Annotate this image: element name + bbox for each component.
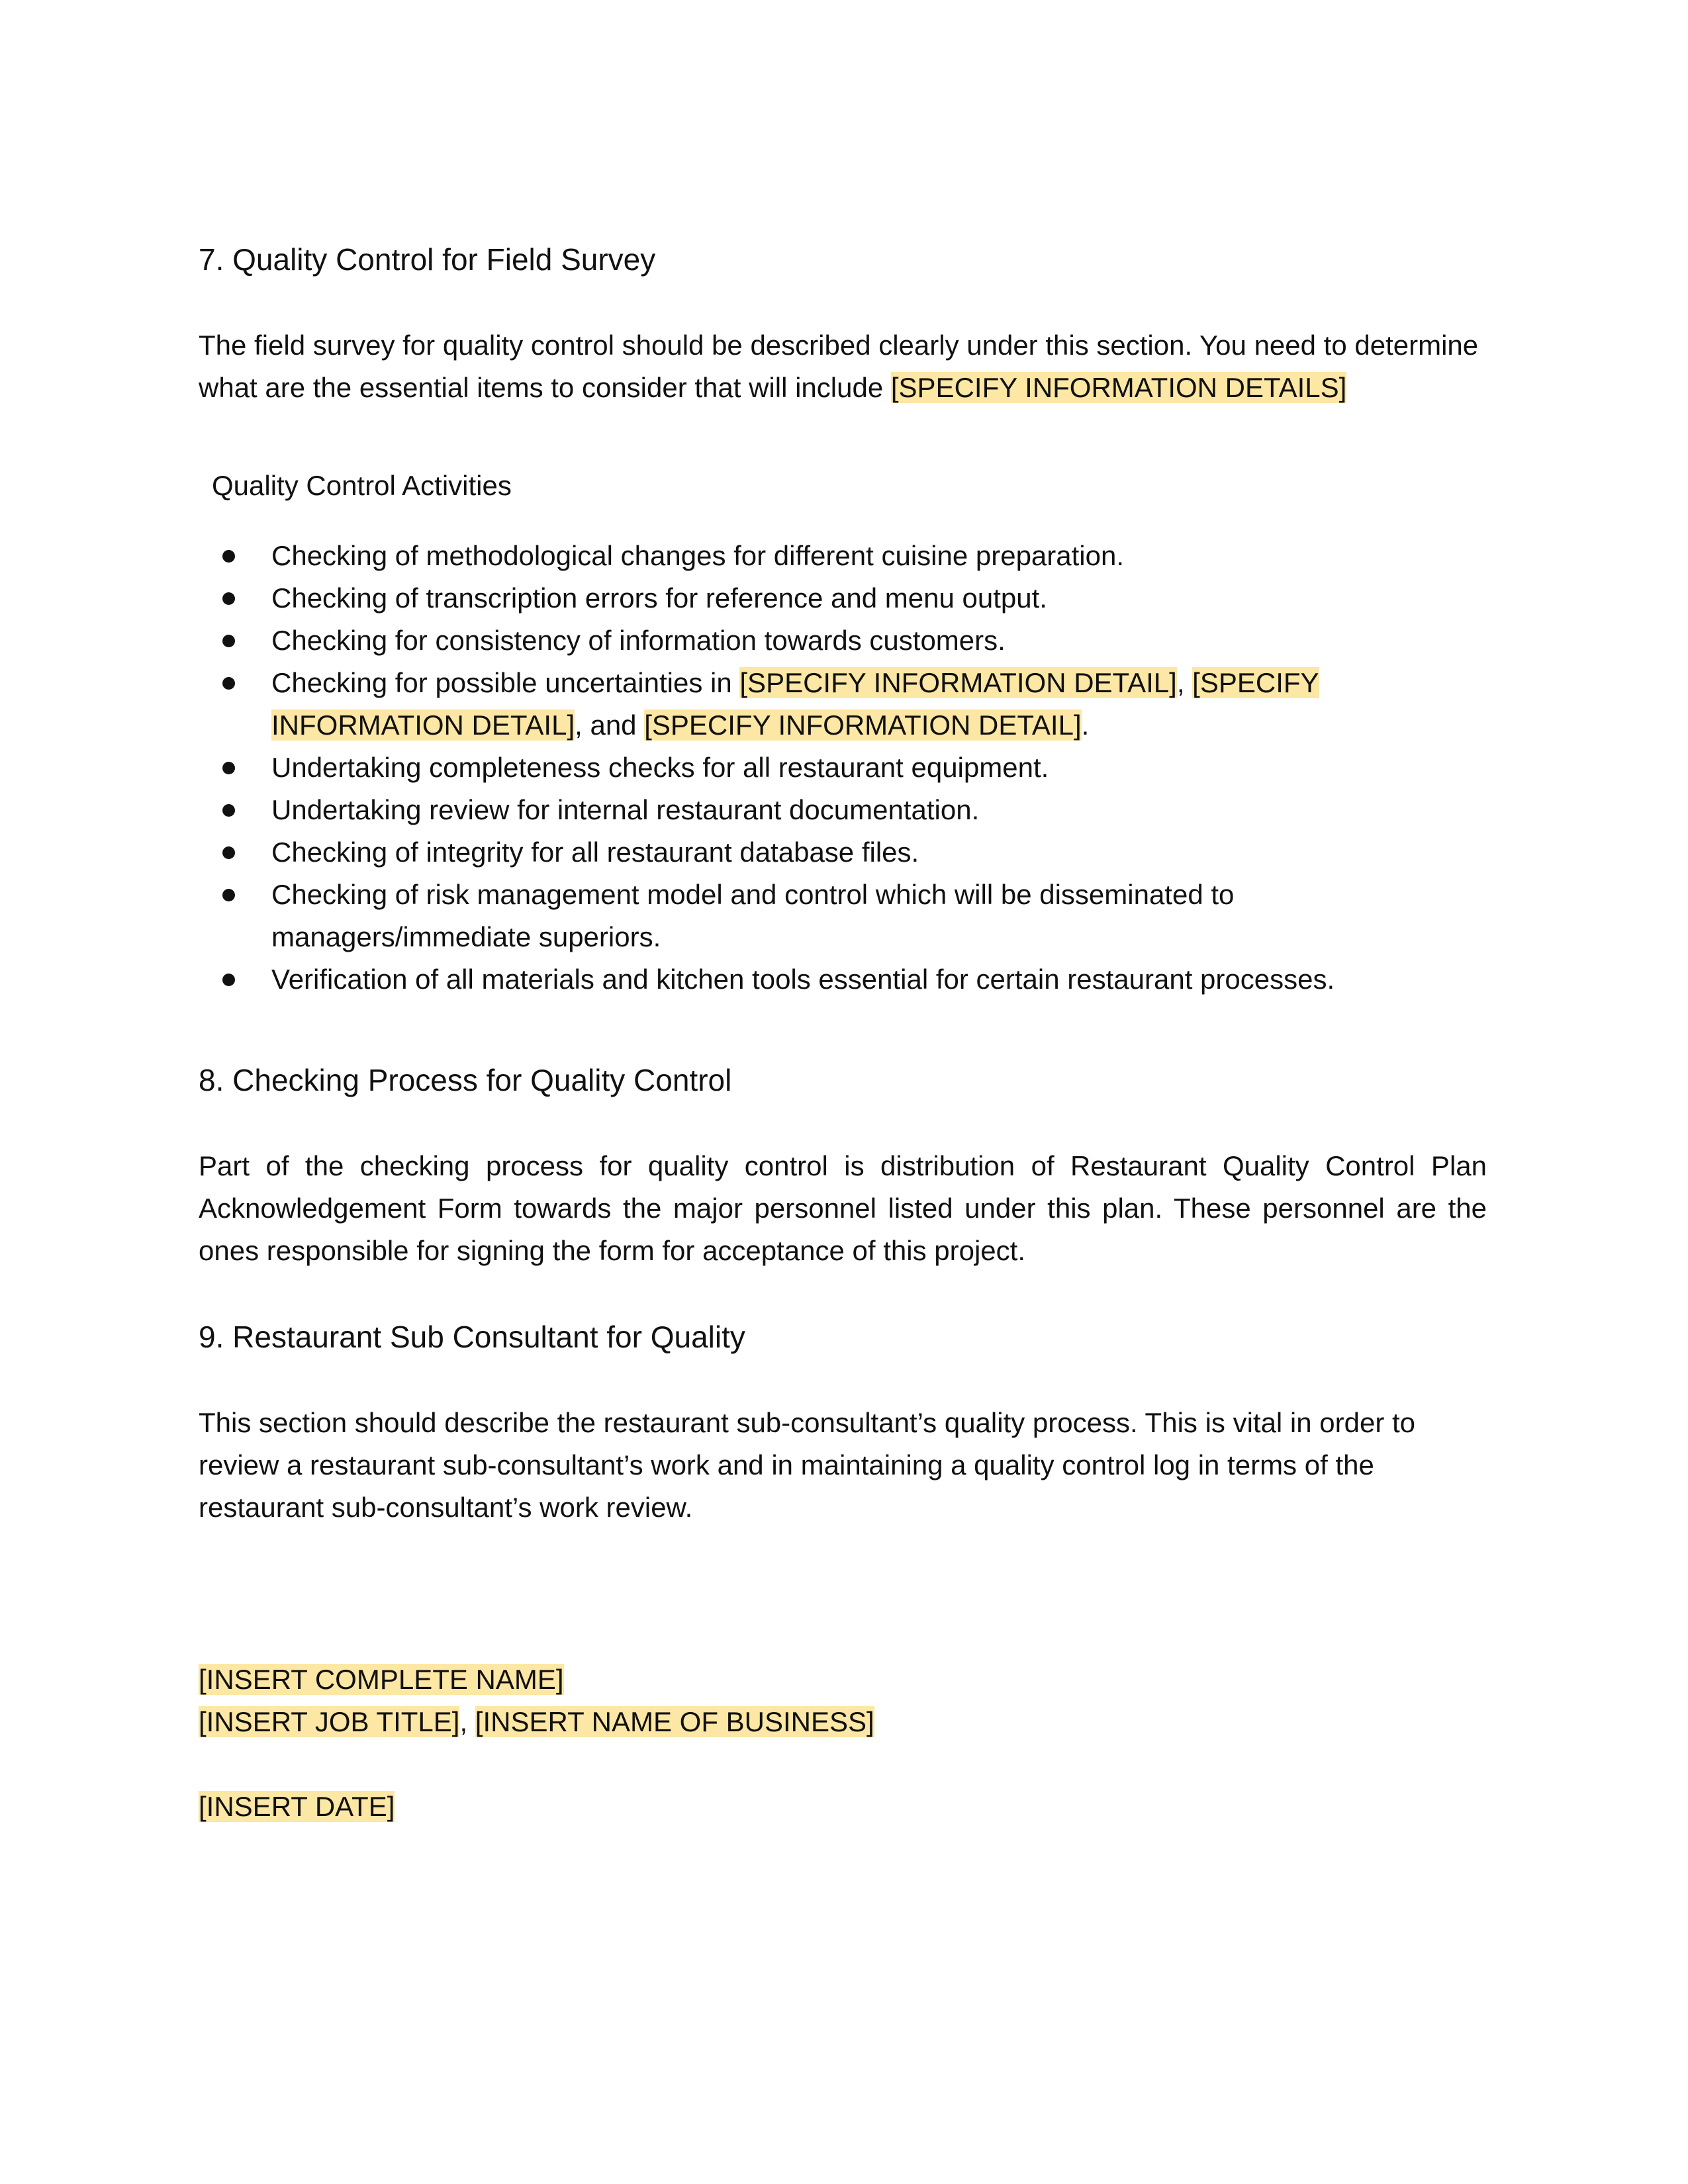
list-item <box>199 662 1487 747</box>
quality-control-activities-list <box>199 535 1487 1001</box>
list-item <box>199 535 1487 577</box>
list-item-text: Checking of integrity for all restaurant database files. <box>271 837 919 868</box>
list-item <box>199 789 1487 831</box>
list-item-separator: , <box>1176 667 1193 698</box>
list-item <box>199 619 1487 662</box>
bullet-icon <box>222 762 235 774</box>
signature-date-line <box>199 1786 1487 1828</box>
bullet-icon <box>222 677 235 690</box>
list-item-suffix: . <box>1081 709 1090 741</box>
placeholder-information-detail-1[interactable]: [SPECIFY INFORMATION DETAIL] <box>739 667 1177 698</box>
bullet-icon <box>222 889 235 901</box>
placeholder-business-name[interactable]: [INSERT NAME OF BUSINESS] <box>475 1706 874 1737</box>
placeholder-complete-name[interactable]: [INSERT COMPLETE NAME] <box>199 1664 564 1695</box>
section-8-heading: 8. Checking Process for Quality Control <box>199 1063 732 1097</box>
list-item <box>199 577 1487 619</box>
section-8-body: Part of the checking process for quality control is distribution of Restaurant Quality Control Plan Acknowledgement Form towards the major personnel listed under this plan. These personnel are the ones responsible for signing the form for acceptance of this project. <box>199 1150 1487 1266</box>
section-7-intro-text: The field survey for quality control should be described clearly under this section. You need to determine what are the essential items to consider that will include <box>199 330 1479 403</box>
bullet-icon <box>222 846 235 859</box>
list-item <box>199 958 1487 1001</box>
list-item-text: Checking of transcription errors for reference and menu output. <box>271 582 1047 614</box>
placeholder-information-detail-3[interactable]: [SPECIFY INFORMATION DETAIL] <box>644 709 1082 741</box>
list-item <box>199 874 1487 958</box>
list-item-text: Verification of all materials and kitchen tools essential for certain restaurant processes. <box>271 964 1335 995</box>
signature-title-line <box>199 1701 1487 1743</box>
list-item-text: Checking for consistency of information towards customers. <box>271 625 1006 656</box>
section-7-intro <box>199 324 1487 409</box>
section-7-heading: 7. Quality Control for Field Survey <box>199 242 656 277</box>
bullet-icon <box>222 974 235 986</box>
section-9-body: This section should describe the restaurant sub-consultant’s quality process. This is vital in order to review a restaurant sub-consultant’s work and in maintaining a quality control log in terms of the restaurant sub-consultant’s work review. <box>199 1407 1416 1523</box>
bullet-icon <box>222 804 235 817</box>
placeholder-job-title[interactable]: [INSERT JOB TITLE] <box>199 1706 460 1737</box>
signature-separator: , <box>459 1706 475 1737</box>
bullet-icon <box>222 635 235 647</box>
list-item-text: Undertaking review for internal restaurant documentation. <box>271 794 980 825</box>
list-item-text: Checking of methodological changes for different cuisine preparation. <box>271 540 1125 571</box>
placeholder-date[interactable]: [INSERT DATE] <box>199 1791 395 1822</box>
section-9-heading: 9. Restaurant Sub Consultant for Quality <box>199 1320 745 1354</box>
placeholder-information-detail-2[interactable]: [SPECIFY INFORMATION DETAIL] <box>271 667 1319 741</box>
signature-block <box>199 1659 1487 1828</box>
list-item-text: Checking of risk management model and control which will be disseminated to managers/immediate superiors. <box>271 879 1235 952</box>
bullet-icon <box>222 592 235 605</box>
bullet-icon <box>222 550 235 563</box>
document-content <box>199 238 1487 1828</box>
quality-control-activities-heading: Quality Control Activities <box>212 470 512 501</box>
list-item <box>199 747 1487 789</box>
list-item-text: Undertaking completeness checks for all restaurant equipment. <box>271 752 1049 783</box>
list-item-text: Checking for possible uncertainties in <box>271 667 740 698</box>
list-item-separator: , and <box>575 709 645 741</box>
list-item <box>199 831 1487 874</box>
signature-name-line <box>199 1659 1487 1701</box>
placeholder-information-details[interactable]: [SPECIFY INFORMATION DETAILS] <box>890 372 1347 403</box>
